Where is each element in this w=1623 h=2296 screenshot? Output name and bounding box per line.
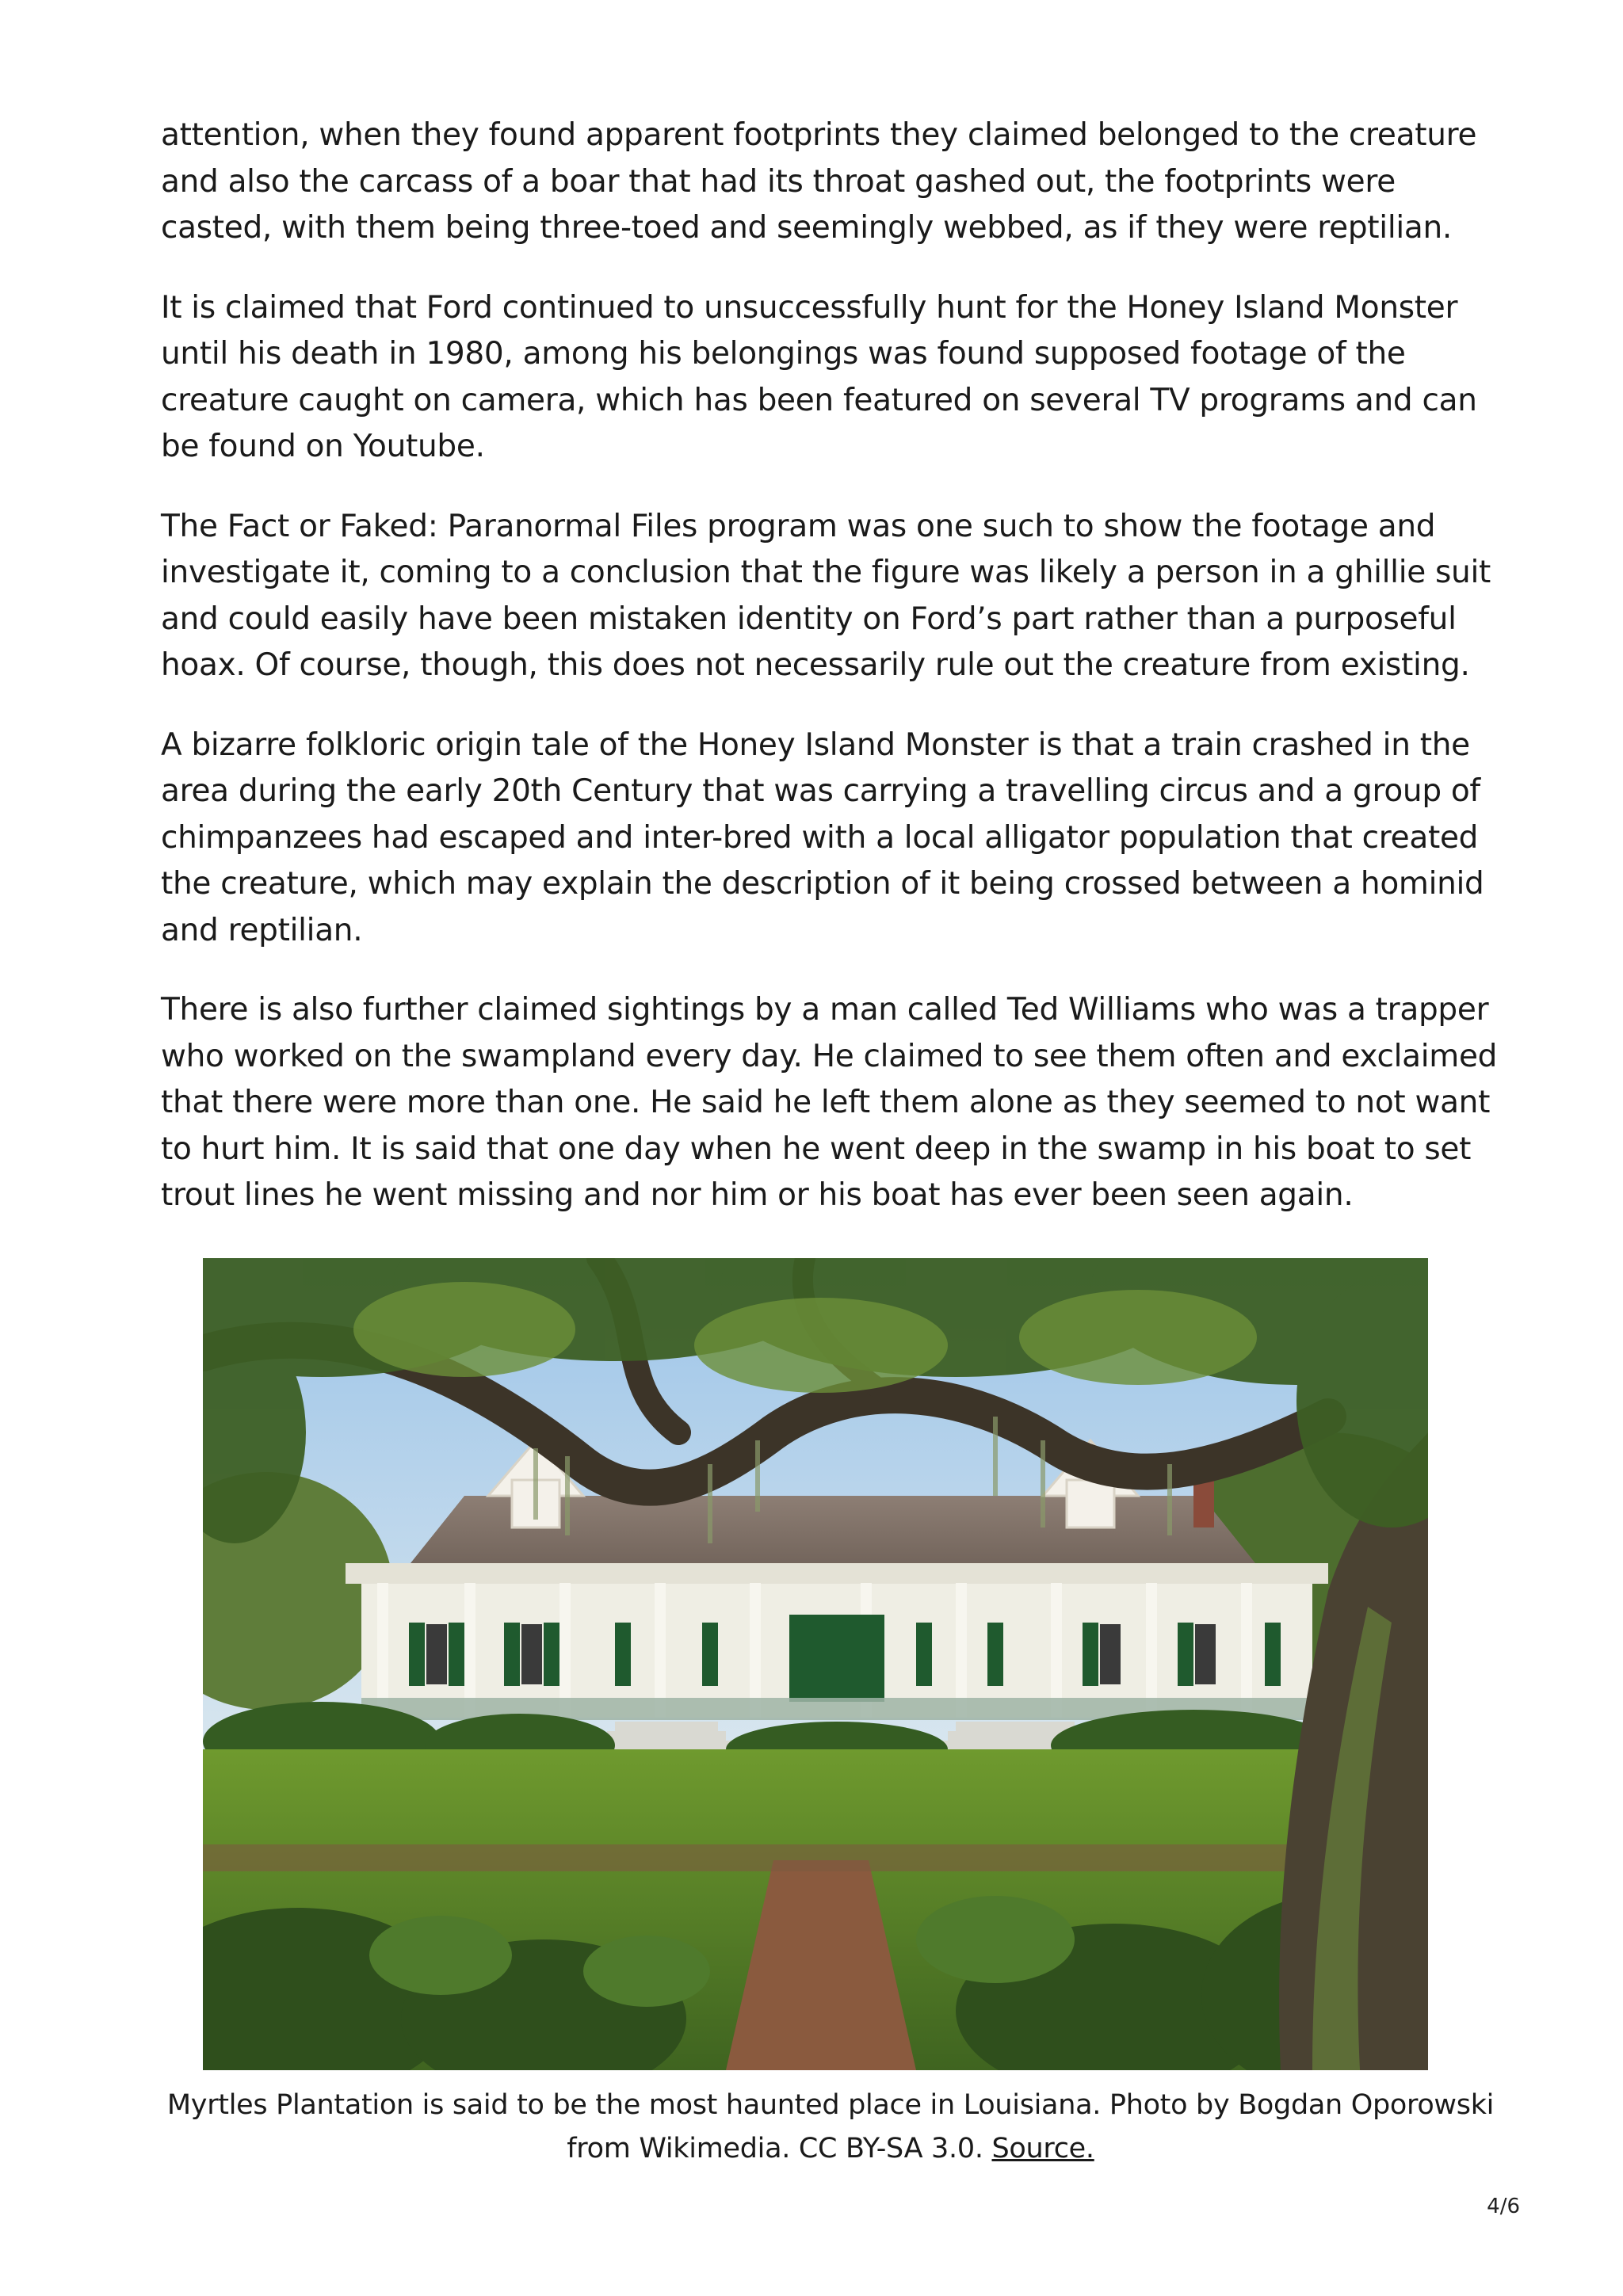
paragraph-1: attention, when they found apparent footprints they claimed belonged to the creature and also the carcass of a boar that had its throat gashed out, the footprints were casted, with them being three-toed and seemingly webbed, as if they were reptilian. (161, 117, 1477, 246)
paragraph-2: It is claimed that Ford continued to unsuccessfully hunt for the Honey Island Monster until his death in 1980, among his belongings was found supposed footage of the creature caught on camera, which has been featured on several TV programs and can be found on Youtube. (161, 289, 1477, 464)
paragraph-5: There is also further claimed sightings by a man called Ted Williams who was a trapper who worked on the swampland every day. He claimed to see them often and exclaimed that there were more than one. He said he left them alone as they seemed to not want to hurt him. It is said that one day when he went deep in the swamp in his boat to set trout lines he went missing and nor him or his boat has ever been seen again. (161, 992, 1498, 1213)
paragraph-4: A bizarre folkloric origin tale of the Honey Island Monster is that a train crashed in the area during the early 20th Century that was carrying a travelling circus and a group of chimpanzees had escaped and inter-bred with a local alligator population that created the creature, which may explain the description of it being crossed between a hominid and reptilian. (161, 727, 1484, 948)
source-link[interactable]: Source. (991, 2133, 1094, 2164)
caption-text: Myrtles Plantation is said to be the most haunted place in Louisiana. Photo by Bogdan Oporowski from Wikimedia. CC BY-SA 3.0. (166, 2089, 1495, 2164)
plantation-photo (203, 1258, 1428, 2070)
paragraph-3: The Fact or Faked: Paranormal Files program was one such to show the footage and investigate it, coming to a conclusion that the figure was likely a person in a ghillie suit and could easily have been mistaken identity on Ford’s part rather than a purposeful hoax. Of course, though, this does not necessarily rule out the creature from existing. (161, 508, 1491, 683)
page-number: 4/6 (1487, 2195, 1520, 2218)
article-body (161, 113, 1500, 1253)
photo-caption (161, 2084, 1500, 2171)
